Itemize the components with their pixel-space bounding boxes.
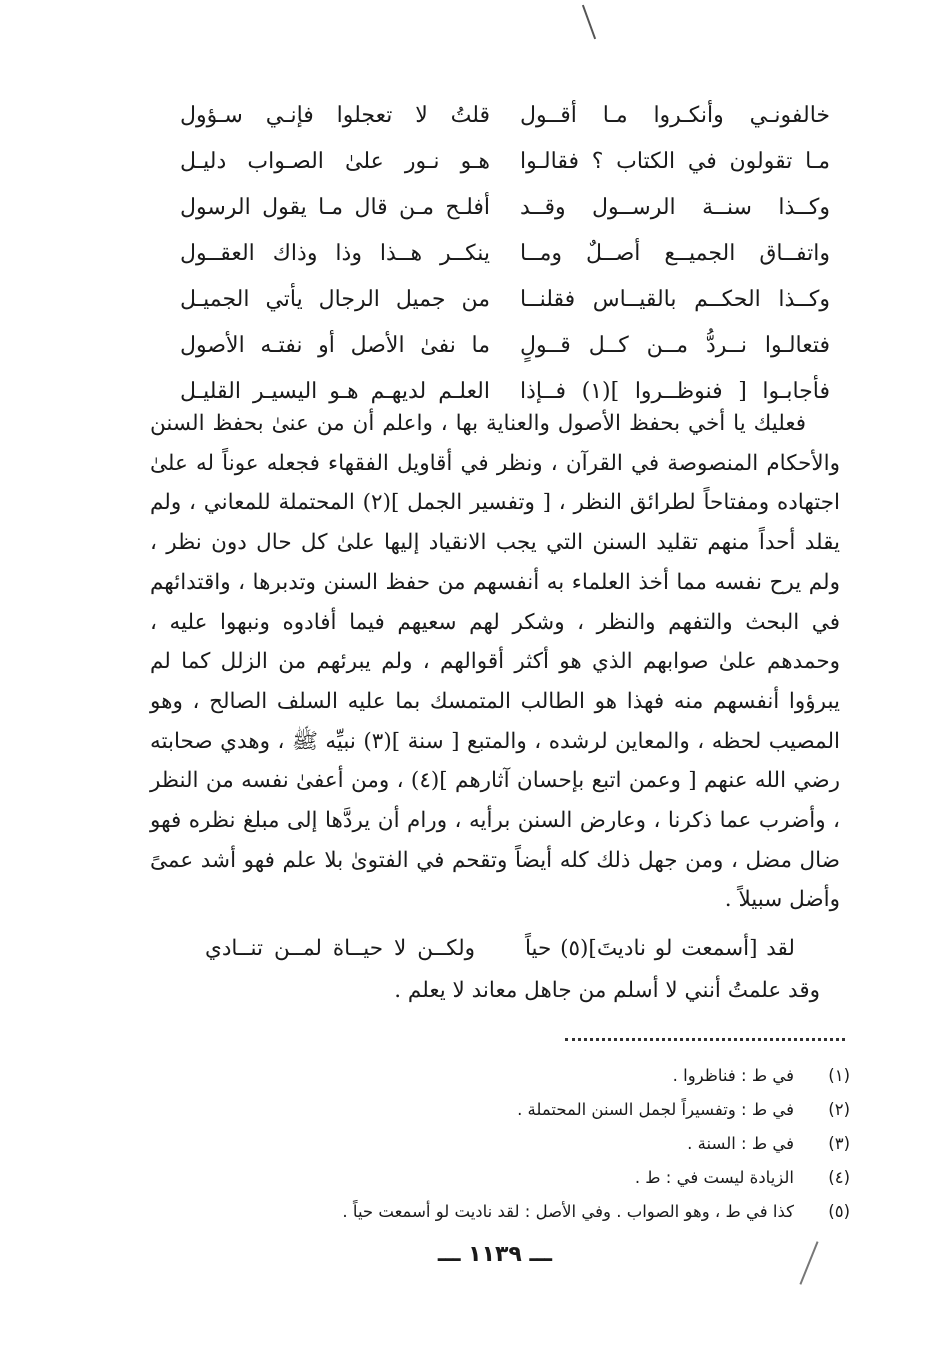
verse-line xyxy=(180,138,830,184)
verse-first-hemistich: فأجابـوا [ فنوظــروا ](١) فــإذا xyxy=(520,378,830,404)
paragraph-text: فعليك يا أخي بحفظ الأصول والعناية بها ، واعلم أن من عنىٰ بحفظ السنن والأحكام المنصوصة في القرآن ، ونظر في أقاويل الفقهاء فجعله عوناً له علىٰ اجتهاده ومفتاحاً لطرائق النظر ، [ وتفسير الجمل ](٢) المحتملة للمعاني ، ولم يقلد أحداً منهم تقليد السنن التي يجب الانقياد إليها علىٰ كل حال دون نظر ، ولم يرح نفسه مما أخذ العلماء به أنفسهم من حفظ السنن وتدبرها ، واقتدائهم في البحث والتفهم والنظر ، وشكر لهم سعيهم فيما أفادوه ونبهوا عليه ، وحمدهم علىٰ صوابهم الذي هو أكثر أقوالهم ، ولم يبرئهم من الزلل كما لم يبرؤوا أنفسهم منه فهذا هو الطالب المتمسك بما عليه السلف الصالح ، وهو المصيب لحظه ، والمعاين لرشده ، والمتبع [ سنة ](٣) نبيِّه ﷺ ، وهدي صحابته رضي الله عنهم [ وعمن اتبع بإحسان آثارهم ](٤) ، ومن أعفىٰ نفسه من النظر ، وأضرب عما ذكرنا ، وعارض السنن برأيه ، ورام أن يردَّها إلى مبلغ نظره فهو ضال مضل ، ومن جهل ذلك كله أيضاً وتقحم في الفتوىٰ بلا علم فهو أشد عمىً وأضل سبيلاً . xyxy=(150,411,840,913)
verse-first-hemistich: وكــذا الحكــم بالقيــاس فقلنــا xyxy=(520,286,830,312)
verse-second-hemistich: ينكــر هــذا وذا وذاك العقــول xyxy=(180,240,490,266)
footnote-text: الزيادة ليست في : ط . xyxy=(634,1167,794,1187)
footnote xyxy=(250,1194,850,1228)
verse-line xyxy=(180,322,830,368)
pen-mark-top xyxy=(582,5,596,40)
footnote xyxy=(250,1160,850,1194)
body-paragraph xyxy=(150,404,840,920)
verse-second-hemistich: ولكــن لا حيــاة لمــن تنــادي xyxy=(205,935,475,961)
footnote-text: في ط : السنة . xyxy=(687,1133,794,1153)
verse-first-hemistich: خالفونـي وأنكـروا مـا أقــول xyxy=(520,102,830,128)
footnote-text: كذا في ط ، وهو الصواب . وفي الأصل : لقد ناديت لو أسمعت حياً . xyxy=(342,1201,794,1221)
poem-block xyxy=(180,92,830,414)
verse-second-hemistich: ما نفىٰ الأصل أو نفتـه الأصول xyxy=(180,332,490,358)
verse-second-hemistich: العلـم لديهـم هـو اليسيـر القليـل xyxy=(180,378,490,404)
verse-second-hemistich: من جميل الرجال يأتي الجميـل xyxy=(180,286,490,312)
footnote xyxy=(250,1058,850,1092)
verse-first-hemistich: مـا تقولون في الكتاب ؟ فقالـوا xyxy=(520,148,830,174)
verse-first-hemistich: فتعالـوا نــردُّ مــن كــل قــولٍ xyxy=(520,332,830,358)
verse-first-hemistich: وكــذا سنــة الرســول وقــد xyxy=(520,194,830,220)
footnote-text: في ط : فناظروا . xyxy=(672,1065,794,1085)
footnote xyxy=(250,1092,850,1126)
verse-quote xyxy=(205,926,795,970)
verse-first-hemistich: واتفــاق الجميــع أصــلٌ ومــا xyxy=(520,240,830,266)
footnote xyxy=(250,1126,850,1160)
verse-line xyxy=(180,92,830,138)
footnotes xyxy=(250,1058,850,1228)
verse-first-hemistich: لقد [أسمعت لو ناديتَ](٥) حياً xyxy=(525,935,795,961)
verse-line xyxy=(180,184,830,230)
footnote-separator xyxy=(565,1038,845,1041)
footnote-text: في ط : وتفسيراً لجمل السنن المحتملة . xyxy=(517,1099,794,1119)
footnote-number: (٤) xyxy=(828,1167,850,1187)
verse-line xyxy=(205,926,795,970)
verse-second-hemistich: قلتُ لا تعجلوا فإنـي سـؤول xyxy=(180,102,490,128)
verse-second-hemistich: هـو نـور علىٰ الصـواب دليـل xyxy=(180,148,490,174)
footnote-number: (١) xyxy=(828,1065,850,1085)
verse-line xyxy=(180,230,830,276)
page-number: ـــ ١١٣٩ ـــ xyxy=(437,1242,553,1267)
verse-second-hemistich: أفلـح مـن قال مـا يقول الرسول xyxy=(180,194,490,220)
pen-mark-bottom xyxy=(799,1241,818,1284)
footnote-number: (٣) xyxy=(828,1133,850,1153)
verse-line xyxy=(180,276,830,322)
footnote-number: (٥) xyxy=(828,1201,850,1221)
footnote-number: (٢) xyxy=(828,1099,850,1119)
closing-sentence: وقد علمتُ أنني لا أسلم من جاهل معاند لا يعلم . xyxy=(394,978,820,1003)
